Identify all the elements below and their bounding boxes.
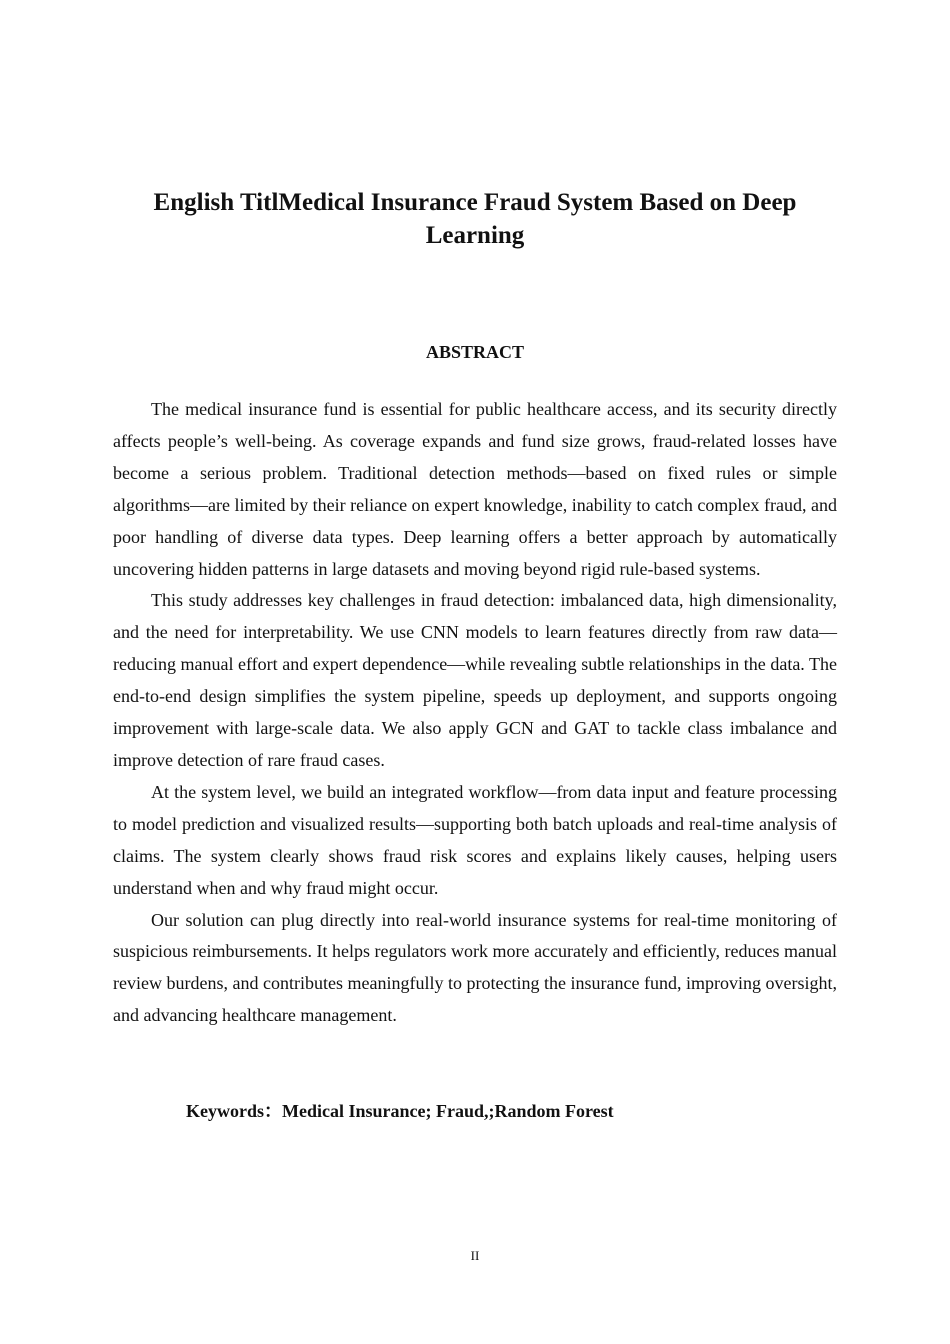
paper-title: English TitlMedical Insurance Fraud System Based on Deep Learning bbox=[153, 189, 797, 249]
page-number: II bbox=[470, 1248, 480, 1263]
abstract-paragraph-2: This study addresses key challenges in fraud detection: imbalanced data, high dimensionality, and the need for interpretability. We use CNN models to learn features directly from raw data—reducing manual effort and expert dependence—while revealing subtle relationships in the data. The end-to-end design simplifies the system pipeline, speeds up deployment, and supports ongoing improvement with large-scale data. We also apply GCN and GAT to tackle class imbalance and improve detection of rare fraud cases. bbox=[113, 590, 837, 770]
abstract-paragraph-4: Our solution can plug directly into real-world insurance systems for real-time monitoring of suspicious reimbursements. It helps regulators work more accurately and efficiently, reduces manual review burdens, and contributes meaningfully to protecting the insurance fund, improving oversight, and advancing healthcare management. bbox=[113, 909, 837, 1026]
abstract-paragraph-3: At the system level, we build an integrated workflow—from data input and feature processing to model prediction and visualized results—supporting both batch uploads and real-time analysis of claims. The system clearly shows fraud risk scores and explains likely causes, helping users understand when and why fraud might occur. bbox=[113, 781, 837, 898]
keywords-label: Keywords： bbox=[186, 1101, 282, 1121]
abstract-body bbox=[113, 394, 837, 1032]
abstract-paragraph-1: The medical insurance fund is essential for public healthcare access, and its security directly affects people’s well-being. As coverage expands and fund size grows, fraud-related losses have become a serious problem. Traditional detection methods—based on fixed rules or simple algorithms—are limited by their reliance on expert knowledge, inability to catch complex fraud, and poor handling of diverse data types. Deep learning offers a better approach by automatically uncovering hidden patterns in large datasets and moving beyond rigid rule-based systems. bbox=[113, 399, 837, 579]
abstract-heading: ABSTRACT bbox=[425, 342, 525, 362]
keywords-line bbox=[186, 1097, 614, 1125]
keywords-value: Medical Insurance; Fraud,;Random Forest bbox=[282, 1101, 614, 1121]
